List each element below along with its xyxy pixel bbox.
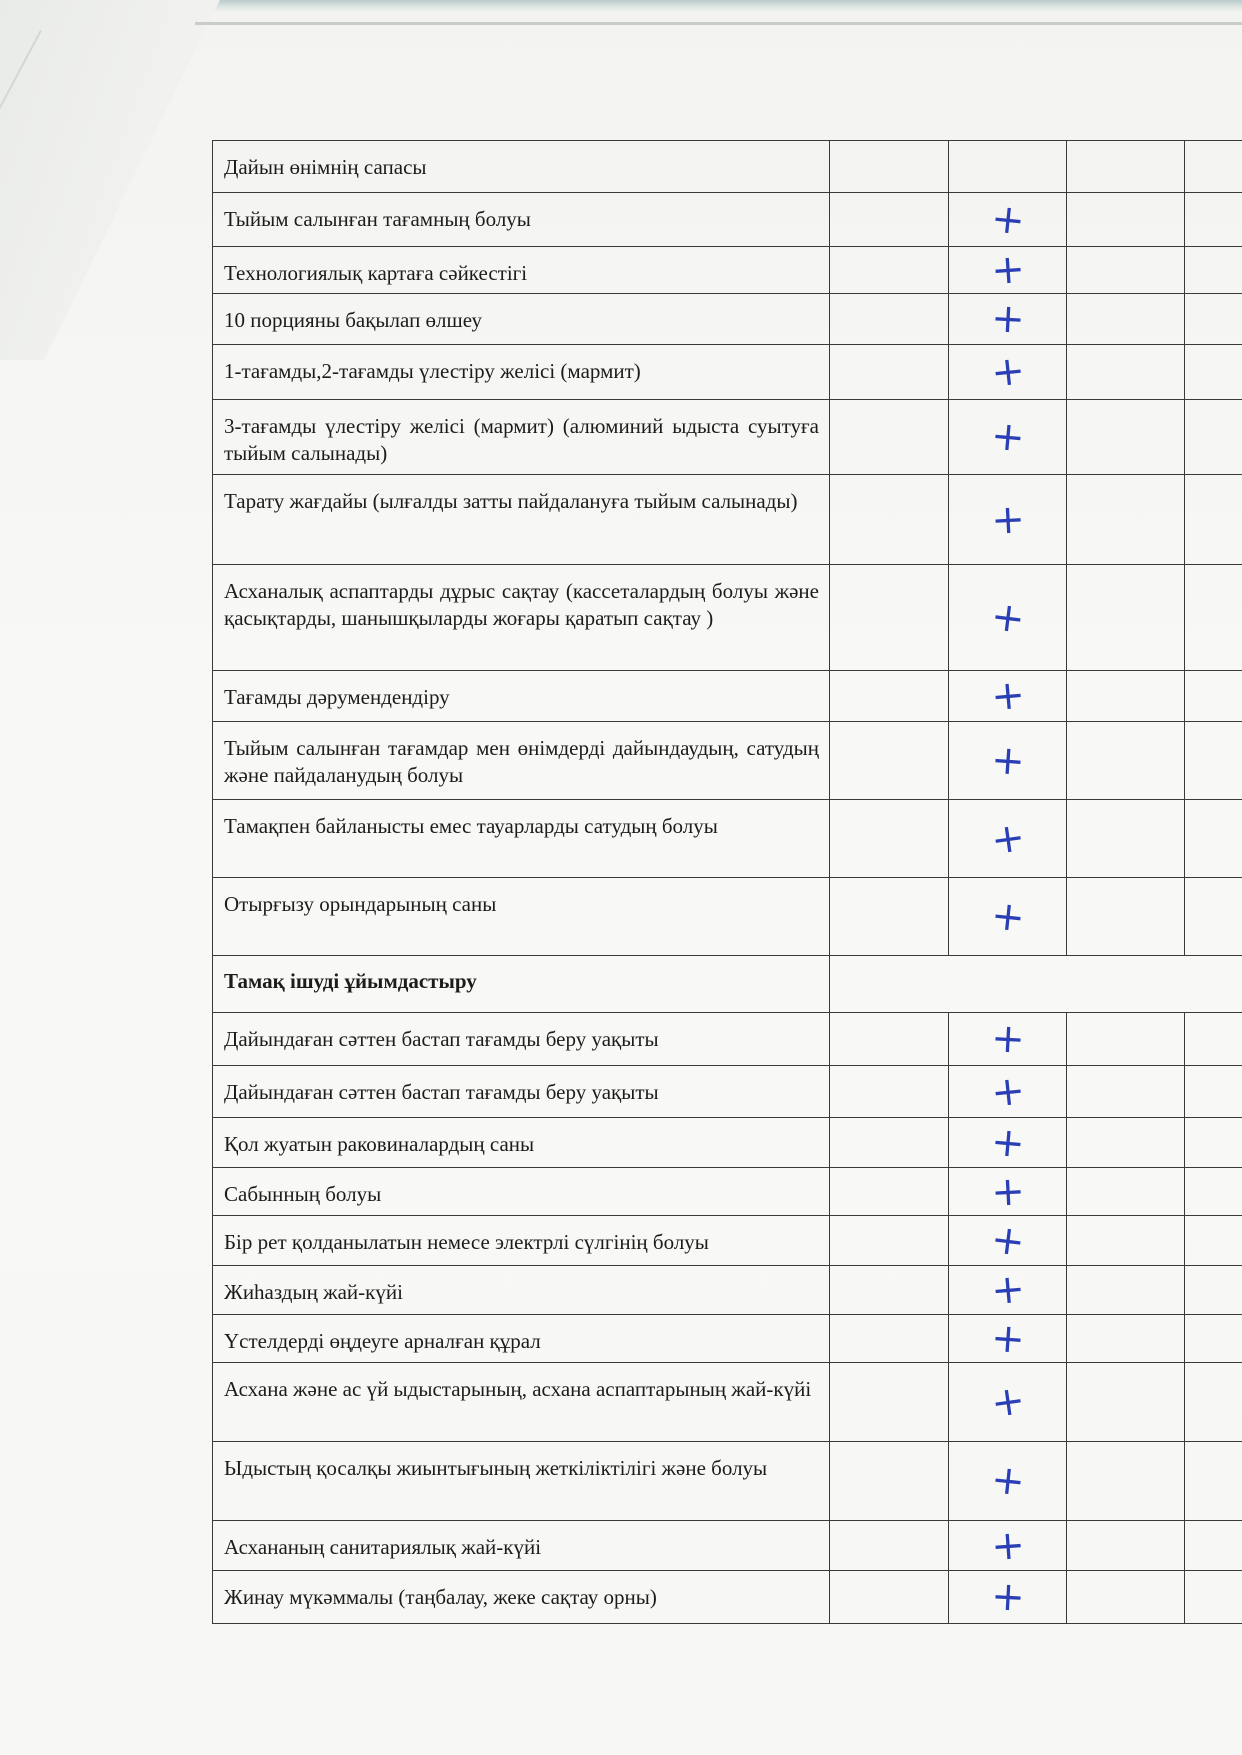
criterion-label: Тағамды дәрумендендіру — [213, 671, 830, 722]
criterion-label: Дайын өнімнің сапасы — [213, 141, 830, 193]
empty-cell — [1067, 1442, 1185, 1521]
empty-cell — [830, 878, 949, 956]
empty-cell — [1185, 878, 1242, 956]
empty-cell — [1185, 800, 1242, 878]
criterion-label: Сабынның болуы — [213, 1168, 830, 1216]
criterion-label: Отырғызу орындарының саны — [213, 878, 830, 956]
checklist-row — [213, 722, 1242, 800]
empty-cell — [1185, 1168, 1242, 1216]
empty-cell — [1185, 1216, 1242, 1266]
empty-cell — [1067, 1521, 1185, 1571]
checklist-row — [213, 1066, 1242, 1118]
mark-cell — [949, 1363, 1067, 1442]
handwritten-plus-icon: + — [989, 295, 1026, 343]
criterion-label: Дайындаған сәттен бастап тағамды беру уақыты — [213, 1013, 830, 1066]
checklist-row — [213, 1442, 1242, 1521]
criterion-label: Дайындаған сәттен бастап тағамды беру уақыты — [213, 1066, 830, 1118]
handwritten-plus-icon: + — [987, 813, 1028, 864]
handwritten-plus-icon: + — [988, 671, 1027, 721]
empty-cell — [1185, 1013, 1242, 1066]
criterion-label: Технологиялық картаға сәйкестігі — [213, 247, 830, 294]
mark-cell — [949, 1521, 1067, 1571]
empty-cell — [1067, 722, 1185, 800]
criterion-label: Тыйым салынған тағамдар мен өнімдерді дайындаудың, сатудың және пайдаланудың болуы — [213, 722, 830, 800]
mark-cell — [949, 565, 1067, 671]
checklist-row — [213, 1168, 1242, 1216]
empty-cell — [1067, 400, 1185, 475]
empty-cell — [830, 1216, 949, 1266]
criterion-label: Бір рет қолданылатын немесе электрлі сүлгінің болуы — [213, 1216, 830, 1266]
mark-cell — [949, 1571, 1067, 1624]
empty-cell — [1067, 193, 1185, 247]
mark-cell — [949, 1315, 1067, 1363]
criterion-label: Тамақпен байланысты емес тауарларды сатудың болуы — [213, 800, 830, 878]
empty-cell — [1185, 1571, 1242, 1624]
criterion-label: 10 порцияны бақылап өлшеу — [213, 294, 830, 345]
mark-cell — [949, 193, 1067, 247]
mark-cell — [949, 294, 1067, 345]
criterion-label: Асхананың санитариялық жай-күйі — [213, 1521, 830, 1571]
empty-cell — [830, 1118, 949, 1168]
empty-cell — [1185, 141, 1242, 193]
checklist-body — [213, 141, 1242, 1624]
handwritten-plus-icon: + — [989, 1314, 1026, 1363]
empty-cell — [1185, 1118, 1242, 1168]
empty-cell — [1185, 247, 1242, 294]
paper-top-edge — [195, 22, 1242, 25]
empty-cell — [830, 800, 949, 878]
empty-cell — [1067, 1266, 1185, 1315]
handwritten-plus-icon: + — [988, 347, 1027, 397]
handwritten-plus-icon: + — [989, 1573, 1026, 1621]
handwritten-plus-icon: + — [987, 1376, 1028, 1428]
empty-cell — [830, 1442, 949, 1521]
checklist-row — [213, 1315, 1242, 1363]
empty-cell — [1067, 1066, 1185, 1118]
checklist-row — [213, 878, 1242, 956]
handwritten-plus-icon: + — [989, 245, 1026, 295]
mark-cell — [949, 1118, 1067, 1168]
mark-cell — [949, 800, 1067, 878]
checklist-row — [213, 1363, 1242, 1442]
mark-cell — [949, 141, 1067, 193]
empty-cell — [1067, 565, 1185, 671]
empty-cell — [830, 193, 949, 247]
mark-cell — [949, 671, 1067, 722]
handwritten-plus-icon: + — [988, 1456, 1027, 1506]
section-header-row — [213, 956, 1242, 1013]
empty-cell — [1067, 1571, 1185, 1624]
criterion-label: Қол жуатын раковиналардың саны — [213, 1118, 830, 1168]
empty-cell — [1067, 1315, 1185, 1363]
handwritten-plus-icon: + — [988, 1118, 1027, 1167]
empty-cell — [1067, 800, 1185, 878]
section-empty-cells — [830, 956, 1242, 1013]
empty-cell — [1067, 1118, 1185, 1168]
checklist-row — [213, 1013, 1242, 1066]
handwritten-plus-icon: + — [989, 1167, 1026, 1216]
criterion-label: 1-тағамды,2-тағамды үлестіру желісі (мармит) — [213, 345, 830, 400]
handwritten-plus-icon: + — [988, 1265, 1027, 1315]
empty-cell — [830, 722, 949, 800]
empty-cell — [1185, 1442, 1242, 1521]
mark-cell — [949, 878, 1067, 956]
handwritten-plus-icon: + — [989, 495, 1026, 544]
empty-cell — [830, 345, 949, 400]
criterion-label: Асханалық аспаптарды дұрыс сақтау (кассеталардың болуы және қасықтарды, шанышқыларды жоғары қаратып сақтау ) — [213, 565, 830, 671]
checklist-row — [213, 565, 1242, 671]
empty-cell — [1185, 294, 1242, 345]
checklist-row — [213, 1521, 1242, 1571]
checklist-row — [213, 1571, 1242, 1624]
criterion-label: Асхана және ас үй ыдыстарының, асхана аспаптарының жай-күйі — [213, 1363, 830, 1442]
handwritten-plus-icon: + — [989, 1015, 1026, 1063]
empty-cell — [1185, 345, 1242, 400]
empty-cell — [830, 671, 949, 722]
mark-cell — [949, 1168, 1067, 1216]
empty-cell — [1067, 345, 1185, 400]
empty-cell — [1067, 1013, 1185, 1066]
empty-cell — [1067, 1168, 1185, 1216]
handwritten-plus-icon: + — [988, 592, 1027, 643]
handwritten-plus-icon: + — [988, 891, 1027, 942]
checklist-row — [213, 400, 1242, 475]
section-title: Тамақ ішуді ұйымдастыру — [213, 956, 830, 1013]
empty-cell — [1185, 1315, 1242, 1363]
criterion-label: Тарату жағдайы (ылғалды затты пайдалануға тыйым салынады) — [213, 475, 830, 565]
empty-cell — [830, 400, 949, 475]
checklist-row — [213, 345, 1242, 400]
checklist-row — [213, 1266, 1242, 1315]
handwritten-plus-icon: + — [988, 1215, 1027, 1266]
empty-cell — [1185, 475, 1242, 565]
empty-cell — [830, 1266, 949, 1315]
checklist-row — [213, 247, 1242, 294]
handwritten-plus-icon: + — [989, 736, 1026, 785]
empty-cell — [1185, 671, 1242, 722]
criterion-label: 3-тағамды үлестіру желісі (мармит) (алюминий ыдыста суытуға тыйым салынады) — [213, 400, 830, 475]
mark-cell — [949, 1013, 1067, 1066]
mark-cell — [949, 475, 1067, 565]
criterion-label: Тыйым салынған тағамның болуы — [213, 193, 830, 247]
mark-cell — [949, 400, 1067, 475]
empty-cell — [1185, 1363, 1242, 1442]
empty-cell — [830, 141, 949, 193]
empty-cell — [830, 1521, 949, 1571]
empty-cell — [1185, 193, 1242, 247]
handwritten-plus-icon: + — [988, 412, 1027, 462]
checklist-row — [213, 671, 1242, 722]
criterion-label: Үстелдерді өңдеуге арналған құрал — [213, 1315, 830, 1363]
checklist-row — [213, 1118, 1242, 1168]
mark-cell — [949, 247, 1067, 294]
checklist-row — [213, 1216, 1242, 1266]
empty-cell — [1185, 1266, 1242, 1315]
empty-cell — [830, 247, 949, 294]
empty-cell — [1185, 1521, 1242, 1571]
mark-cell — [949, 722, 1067, 800]
empty-cell — [830, 1013, 949, 1066]
criterion-label: Жиһаздың жай-күйі — [213, 1266, 830, 1315]
checklist-table — [212, 140, 1242, 1624]
mark-cell — [949, 1066, 1067, 1118]
empty-cell — [830, 1066, 949, 1118]
handwritten-plus-icon: + — [988, 1066, 1027, 1117]
empty-cell — [830, 1168, 949, 1216]
checklist-row — [213, 800, 1242, 878]
empty-cell — [830, 1571, 949, 1624]
mark-cell — [949, 345, 1067, 400]
empty-cell — [830, 565, 949, 671]
empty-cell — [1067, 475, 1185, 565]
empty-cell — [1067, 141, 1185, 193]
mark-cell — [949, 1216, 1067, 1266]
empty-cell — [830, 475, 949, 565]
checklist-row — [213, 193, 1242, 247]
empty-cell — [1185, 565, 1242, 671]
empty-cell — [1067, 878, 1185, 956]
empty-cell — [830, 1315, 949, 1363]
mark-cell — [949, 1442, 1067, 1521]
empty-cell — [1185, 1066, 1242, 1118]
empty-cell — [1067, 1216, 1185, 1266]
handwritten-plus-icon: + — [989, 1521, 1026, 1570]
empty-cell — [1185, 400, 1242, 475]
empty-cell — [830, 294, 949, 345]
empty-cell — [1067, 1363, 1185, 1442]
handwritten-plus-icon: + — [988, 194, 1027, 245]
empty-cell — [1185, 722, 1242, 800]
empty-cell — [830, 1363, 949, 1442]
empty-cell — [1067, 247, 1185, 294]
empty-cell — [1067, 294, 1185, 345]
criterion-label: Жинау мүкәммалы (таңбалау, жеке сақтау орны) — [213, 1571, 830, 1624]
checklist-row — [213, 141, 1242, 193]
mark-cell — [949, 1266, 1067, 1315]
empty-cell — [1067, 671, 1185, 722]
checklist-row — [213, 294, 1242, 345]
checklist-row — [213, 475, 1242, 565]
criterion-label: Ыдыстың қосалқы жиынтығының жеткіліктілігі және болуы — [213, 1442, 830, 1521]
